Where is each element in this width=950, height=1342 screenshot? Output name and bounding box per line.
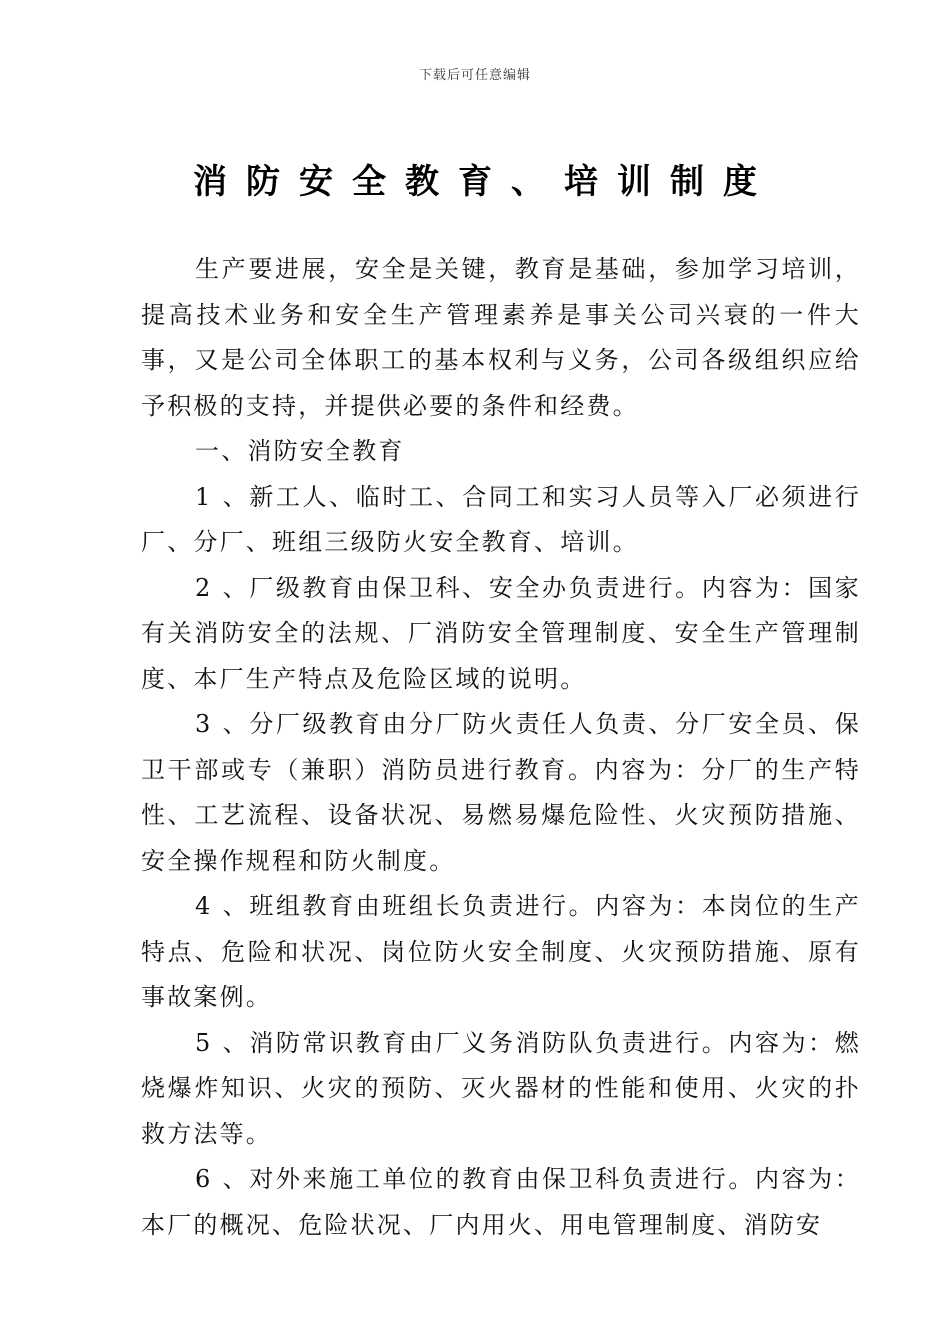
document-body — [141, 247, 861, 1248]
paragraph-item-2: 2 、厂级教育由保卫科、安全办负责进行。内容为：国家有关消防安全的法规、厂消防安全管理制度、安全生产管理制度、本厂生产特点及危险区域的说明。 — [141, 573, 861, 693]
paragraph-item-4: 4 、班组教育由班组长负责进行。内容为：本岗位的生产特点、危险和状况、岗位防火安全制度、火灾预防措施、原有事故案例。 — [141, 892, 861, 1011]
paragraph-intro: 生产要进展，安全是关键，教育是基础，参加学习培训，提高技术业务和安全生产管理素养是事关公司兴衰的一件大事，又是公司全体职工的基本权利与义务，公司各级组织应给予积极的支持，并提供必要的条件和经费。 — [141, 255, 861, 420]
paragraph-item-3: 3 、分厂级教育由分厂防火责任人负责、分厂安全员、保卫干部或专（兼职）消防员进行教育。内容为：分厂的生产特性、工艺流程、设备状况、易燃易爆危险性、火灾预防措施、安全操作规程和防火制度。 — [141, 710, 861, 875]
paragraph-item-5: 5 、消防常识教育由厂义务消防队负责进行。内容为：燃烧爆炸知识、火灾的预防、灭火器材的性能和使用、火灾的扑救方法等。 — [141, 1028, 861, 1148]
paragraph-item-1: 1 、新工人、临时工、合同工和实习人员等入厂必须进行厂、分厂、班组三级防火安全教育、培训。 — [141, 482, 861, 556]
document-title: 消防安全教育、培训制度 — [193, 162, 776, 202]
section-heading-fire-safety-education: 一、消防安全教育 — [195, 437, 405, 465]
paragraph-item-6: 6 、对外来施工单位的教育由保卫科负责进行。内容为：本厂的概况、危险状况、厂内用火、用电管理制度、消防安 — [141, 1165, 861, 1239]
header-note: 下载后可任意编辑 — [418, 68, 531, 83]
